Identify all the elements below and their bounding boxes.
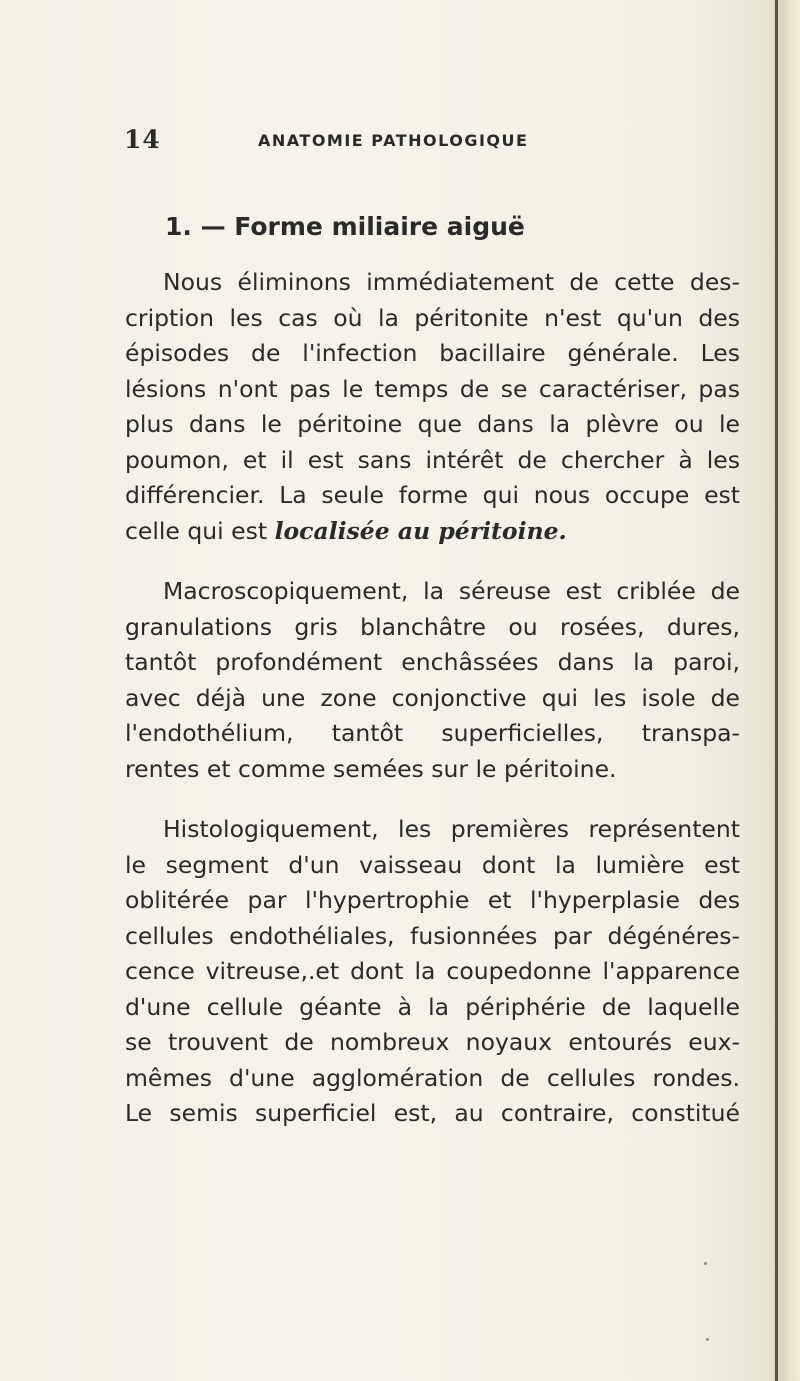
page-header bbox=[124, 125, 744, 165]
text-line: granulations gris blanchâtre ou rosées, dures, bbox=[125, 612, 740, 641]
text-line: l'endothélium, tantôt superficielles, transpa- bbox=[125, 719, 740, 747]
text-line: poumon, et il est sans intérêt de chercher à les bbox=[125, 445, 740, 474]
text-line: Nous éliminons immédiatement de cette des- bbox=[163, 268, 740, 296]
text-line: rentes et comme semées sur le péritoine. bbox=[125, 754, 617, 783]
text-line: d'une cellule géante à la périphérie de laquelle bbox=[125, 992, 740, 1021]
text-line-prefix: celle qui est bbox=[125, 516, 275, 545]
page-number: 14 bbox=[124, 125, 161, 154]
text-line-last bbox=[125, 514, 740, 550]
text-line: cription les cas où la péritonite n'est qu'un des bbox=[125, 303, 740, 332]
section-title: 1. — Forme miliaire aiguë bbox=[165, 212, 525, 241]
text-line: mêmes d'une agglomération de cellules rondes. bbox=[125, 1063, 740, 1092]
book-spine bbox=[766, 0, 800, 1381]
paragraph-1 bbox=[125, 265, 740, 549]
ink-speck bbox=[704, 1262, 707, 1265]
text-line: Le semis superficiel est, au contraire, constitué bbox=[125, 1099, 740, 1127]
running-head: ANATOMIE PATHOLOGIQUE bbox=[258, 131, 529, 150]
paragraph-2 bbox=[125, 574, 740, 787]
italic-emphasis: localisée au péritoine. bbox=[274, 516, 567, 545]
text-line: le segment d'un vaisseau dont la lumière est bbox=[125, 850, 740, 879]
spine-edge-line bbox=[775, 0, 778, 1381]
text-line: Macroscopiquement, la séreuse est criblée de bbox=[163, 577, 740, 605]
text-line: avec déjà une zone conjonctive qui les isole de bbox=[125, 683, 740, 712]
text-line: oblitérée par l'hypertrophie et l'hyperplasie des bbox=[125, 886, 740, 914]
text-line: plus dans le péritoine que dans la plèvre ou le bbox=[125, 410, 740, 438]
text-line: Histologiquement, les premières représentent bbox=[163, 815, 740, 843]
body-text bbox=[125, 265, 740, 1132]
text-line: se trouvent de nombreux noyaux entourés eux- bbox=[125, 1028, 740, 1056]
text-line: cence vitreuse,.et dont la coupedonne l'apparence bbox=[125, 957, 740, 985]
paragraph-3 bbox=[125, 812, 740, 1132]
text-line: lésions n'ont pas le temps de se caractériser, pas bbox=[125, 374, 740, 403]
text-line: épisodes de l'infection bacillaire générale. Les bbox=[125, 339, 740, 367]
ink-speck bbox=[706, 1338, 709, 1341]
text-line: différencier. La seule forme qui nous occupe est bbox=[125, 481, 740, 509]
text-line: tantôt profondément enchâssées dans la paroi, bbox=[125, 648, 740, 676]
text-line: cellules endothéliales, fusionnées par dégénéres- bbox=[125, 921, 740, 950]
